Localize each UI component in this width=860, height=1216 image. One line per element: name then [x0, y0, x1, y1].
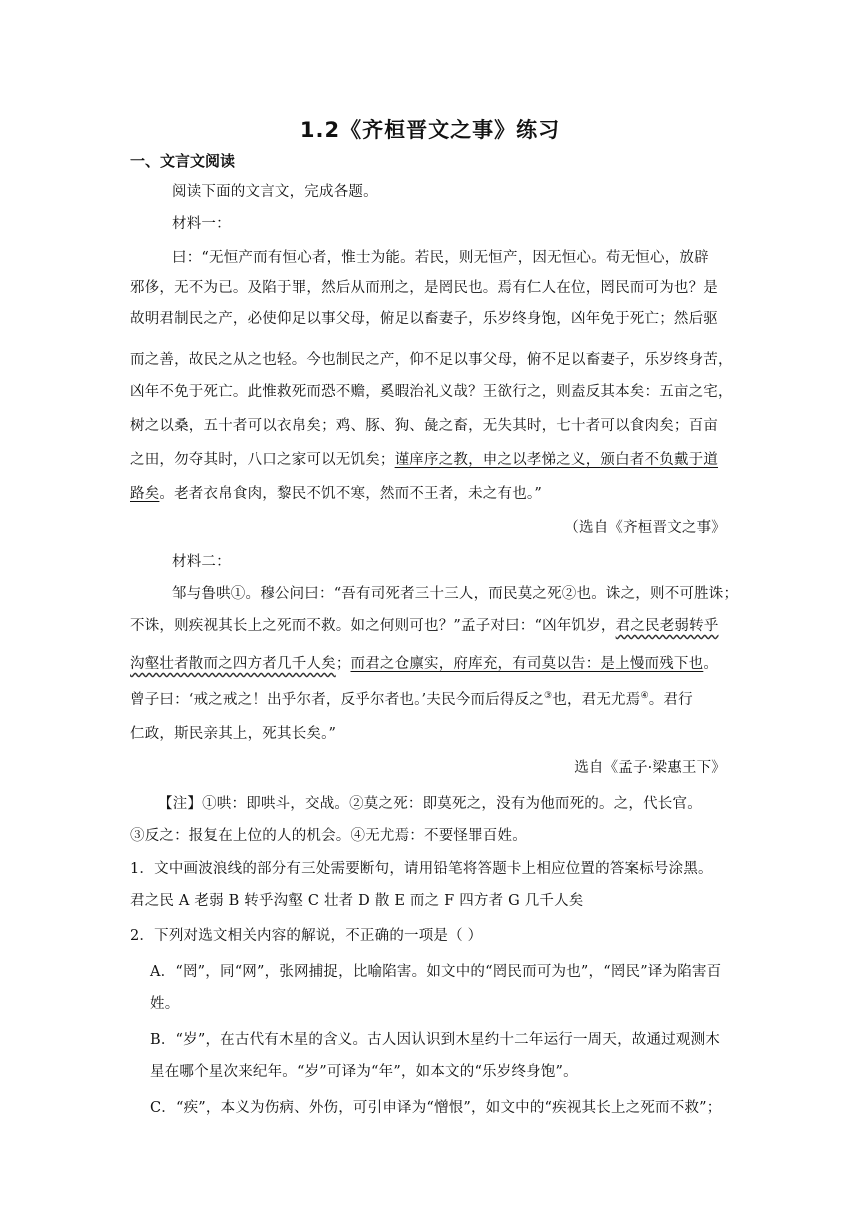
m2-line-4-end: 。君行 [648, 692, 693, 708]
m2-line-1: 邹与鲁哄①。穆公问曰：“吾有司死者三十三人，而民莫之死②也。诛之，则不可胜诛； [172, 586, 739, 602]
question-1-options: 君之民 A 老弱 B 转乎沟壑 C 壮者 D 散 E 而之 F 四方者 G 几千人矣 [130, 893, 584, 909]
section-heading: 一、文言文阅读 [130, 152, 236, 170]
material-2-label: 材料二： [172, 554, 231, 570]
m1-source: （选自《齐桓晋文之事》 [564, 520, 726, 536]
m1-line-6: 树之以桑，五十者可以衣帛矣；鸡、豚、狗、彘之畜，无失其时，七十者可以食肉矣；百亩 [130, 418, 718, 434]
footnote-3-mark: ③ [543, 691, 553, 702]
m2-line-3 [130, 652, 718, 673]
wavy-passage: 君之民老弱转乎 [615, 618, 719, 634]
question-1: 1．文中画波浪线的部分有三处需要断句，请用铅笔将答题卡上相应位置的答案标号涂黑。 [130, 861, 713, 877]
m2-line-2-text: 不诛，则疾视其长上之死而不救。如之何则可也？”孟子对曰：“凶年饥岁， [130, 618, 616, 634]
note-line-2: ③反之：报复在上位的人的机会。④无尤焉：不要怪罪百姓。 [130, 828, 527, 844]
option-a-line-2: 姓。 [150, 996, 180, 1012]
note-line-1: 【注】①哄：即哄斗，交战。②莫之死：即莫死之，没有为他而死的。之，代长官。 [158, 796, 702, 812]
m2-line-3-punct: ； [335, 656, 351, 672]
m2-line-4 [130, 688, 693, 709]
underlined-passage-1-end: 路矣 [130, 486, 160, 502]
intro-text: 阅读下面的文言文，完成各题。 [172, 184, 378, 200]
m1-line-4: 而之善，故民之从之也轻。今也制民之产，仰不足以事父母，俯不足以畜妻子，乐岁终身苦， [130, 352, 733, 368]
option-a-line-1: A．“罔”，同“网”，张网捕捉，比喻陷害。如文中的“罔民而可为也”，“罔民”译为陷害百 [150, 964, 722, 980]
underlined-passage-1: 谨庠序之教，申之以孝悌之义，颁白者不负戴于道 [394, 452, 719, 468]
m1-line-3: 故明君制民之产，必使仰足以事父母，俯足以畜妻子，乐岁终身饱，凶年免于死亡；然后驱 [130, 311, 718, 327]
wavy-passage-end: 沟壑壮者散而之四方者几千人矣 [130, 656, 336, 672]
page-title: 1.2《齐桓晋文之事》练习 [299, 118, 561, 142]
m1-line-7-text: 之田，勿夺其时，八口之家可以无饥矣； [130, 452, 395, 468]
footnote-4-mark: ④ [640, 691, 649, 702]
m2-line-4-mid: 也，君无尤焉 [552, 692, 641, 708]
m1-line-8-text: 。老者衣帛食肉，黎民不饥不寒，然而不王者，未之有也。” [159, 486, 542, 502]
material-1-label: 材料一： [172, 216, 231, 232]
m2-line-4-text: 曾子曰：‘戒之戒之！出乎尔者，反乎尔者也。’夫民今而后得反之 [130, 692, 544, 708]
underlined-passage-2: 而君之仓廪实，府库充，有司莫以告：是上慢而残下也 [350, 656, 704, 672]
option-c-line-1: C．“疾”，本义为伤病、外伤，可引申译为“憎恨”，如文中的“疾视其长上之死而不救”； [150, 1100, 722, 1116]
m2-source: 选自《孟子·梁惠王下》 [574, 760, 726, 776]
m2-line-5: 仁政，斯民亲其上，死其长矣。” [130, 726, 337, 742]
m1-line-2: 邪侈，无不为已。及陷于罪，然后从而刑之，是罔民也。焉有仁人在位，罔民而可为也？是 [130, 280, 718, 296]
question-2-stem: 2．下列对选文相关内容的解说，不正确的一项是（ ） [130, 928, 483, 944]
option-b-line-1: B．“岁”，在古代有木星的含义。古人因认识到木星约十二年运行一周天，故通过观测木 [150, 1032, 720, 1048]
option-b-line-2: 星在哪个星次来纪年。“岁”可译为“年”，如本文的“乐岁终身饱”。 [150, 1064, 578, 1080]
m1-line-1: 曰：“无恒产而有恒心者，惟士为能。若民，则无恒产，因无恒心。苟无恒心，放辟 [172, 250, 709, 266]
m2-line-2 [130, 614, 719, 635]
m2-line-3-end: 。 [703, 656, 719, 672]
m1-line-5: 凶年不免于死亡。此惟救死而恐不赡，奚暇治礼义哉？王欲行之，则盍反其本矣：五亩之宅， [130, 384, 733, 400]
m1-line-8 [130, 482, 542, 503]
m1-line-7 [130, 448, 718, 469]
